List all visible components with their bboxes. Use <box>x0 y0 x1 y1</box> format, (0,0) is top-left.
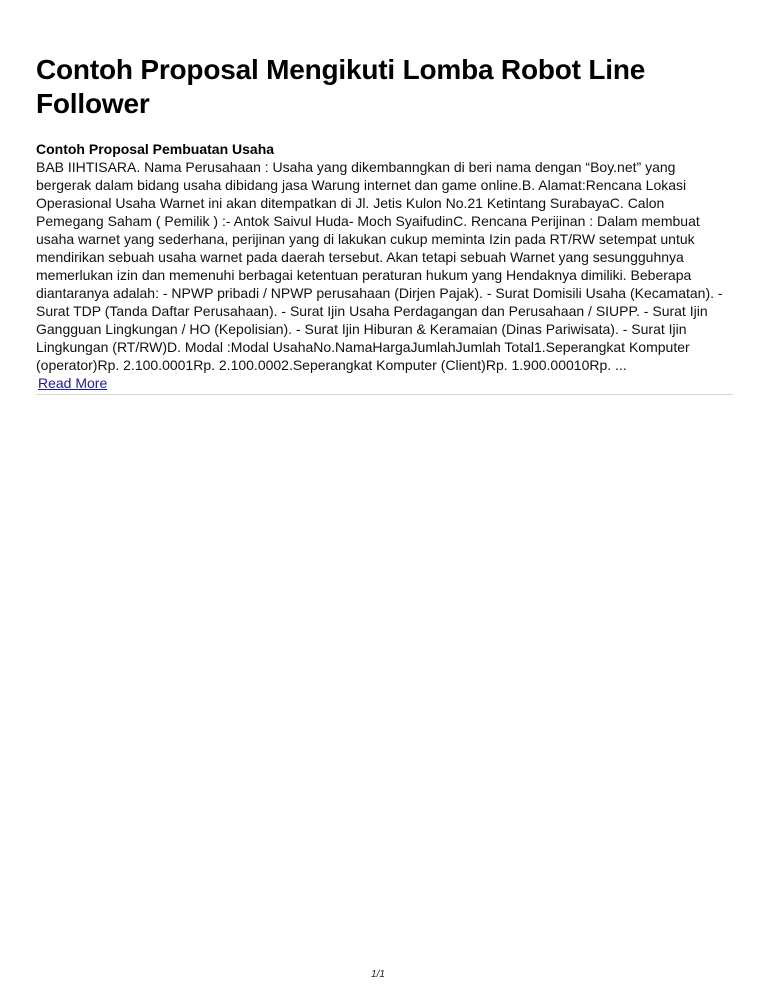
page-title: Contoh Proposal Mengikuti Lomba Robot Line Follower <box>36 54 646 119</box>
read-more-link[interactable]: Read More <box>38 375 108 391</box>
section-divider <box>36 394 733 395</box>
article-body: BAB IIHTISARA. Nama Perusahaan : Usaha yang dikembanngkan di beri nama dengan “Boy.net” yang bergerak dalam bidang usaha dibidang jasa Warung internet dan game online.B. Alamat:Rencana Lokasi Operasional Usaha Warnet ini akan ditempatkan di Jl. Jetis Kulon No.21 Ketintang SurabayaC. Calon Pemegang Saham ( Pemilik ) :- Antok Saivul Huda- Moch SyaifudinC. Rencana Perijinan : Dalam membuat usaha warnet yang sederhana, perijinan yang di lakukan cukup meminta Izin pada RT/RW setempat untuk mendirikan sebuah usaha warnet pada daerah tersebut. Akan tetapi sebuah Warnet yang sesungguhnya memerlukan izin dan memenuhi berbagai ketentuan peraturan hukum yang Hendaknya dimiliki. Beberapa diantaranya adalah: - NPWP pribadi / NPWP perusahaan (Dirjen Pajak). - Surat Domisili Usaha (Kecamatan). - Surat TDP (Tanda Daftar Perusahaan). - Surat Ijin Usaha Perdagangan dan Perusahaan / SIUPP. - Surat Ijin Gangguan Lingkungan / HO (Kepolisian). - Surat Ijin Hiburan & Keramaian (Dinas Pariwisata). - Surat Ijin Lingkungan (RT/RW)D. Modal :Modal UsahaNo.NamaHargaJumlahJumlah Total1.Seperangkat Komputer (operator)Rp. 2.100.0001Rp. 2.100.0002.Seperangkat Komputer (Client)Rp. 1.900.00010Rp. ... <box>36 159 723 373</box>
page-number: 1/1 <box>371 969 385 980</box>
article-section <box>36 140 733 393</box>
article-heading: Contoh Proposal Pembuatan Usaha <box>36 141 275 157</box>
